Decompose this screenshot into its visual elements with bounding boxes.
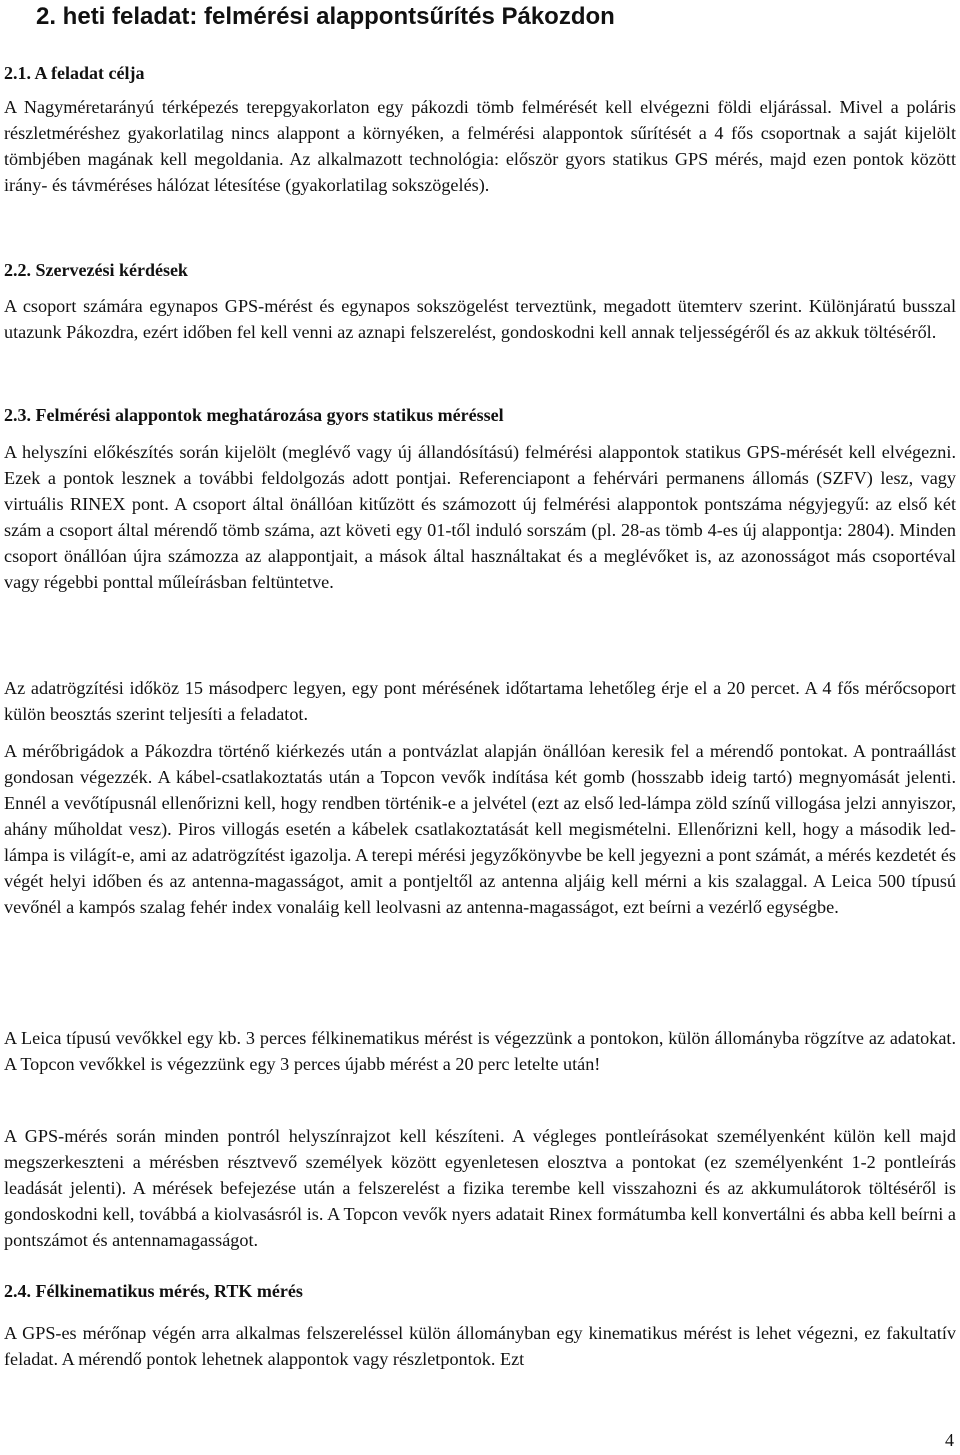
section-2-4-paragraph-1: A GPS-es mérőnap végén arra alkalmas felszereléssel külön állományban egy kinematikus mérést is lehet végezni, ez fakultatív feladat. A mérendő pontok lehetnek alappontok vagy részletpontok. Ezt [4,1323,956,1369]
section-heading-2-4: 2.4. Félkinematikus mérés, RTK mérés [4,1281,303,1301]
section-2-3-paragraph-2: Az adatrögzítési időköz 15 másodperc legyen, egy pont mérésének időtartama lehetőleg érje el a 20 percet. A 4 fős mérőcsoport külön beosztás szerint teljesíti a feladatot. [4,678,956,724]
section-2-3-paragraph-3: A mérőbrigádok a Pákozdra történő kiérkezés után a pontvázlat alapján önállóan keresik fel a mérendő pontokat. A pontraállást gondosan végezzék. A kábel-csatlakoztatás után a Topcon vevők indítása két gomb (hosszabb ideig tartó) megnyomását jelenti. Ennél a vevőtípusnál ellenőrizni kell, hogy rendben történik-e a jelvétel (ezt az első led-lámpa zöld színű villogása jelzi annyiszor, ahány műholdat vesz). Piros villogás esetén a kábelek csatlakoztatását kell megismételni. Ellenőrizni kell, hogy a második led-lámpa is világít-e, ami az adatrögzítést igazolja. A terepi mérési jegyzőkönyvbe be kell jegyezni a pont számát, a mérés kezdetét és végét helyi időben és az antenna-magasságot, amit a pontjeltől az antenna aljáig kell mérni a kis szalaggal. A Leica 500 típusú vevőnél a kampós szalag fehér index vonaláig kell leolvasni az antenna-magasságot, ezt beírni a vezérlő egységbe. [4,741,956,917]
section-2-1-paragraph-1: A Nagyméretarányú térképezés terepgyakorlaton egy pákozdi tömb felmérését kell elvégezni földi eljárással. Mivel a poláris részletméréshez gyakorlatilag nincs alappont a környéken, a felmérési alappontok sűrítését a 4 fős csoportnak a saját kijelölt tömbjében magának kell megoldania. Az alkalmazott technológia: először gyors statikus GPS mérés, majd ezen pontok között irány- és távméréses hálózat létesítése (gyakorlatilag sokszögelés). [4,97,956,195]
section-heading-2-3: 2.3. Felmérési alappontok meghatározása gyors statikus méréssel [4,405,504,425]
page-title: 2. heti feladat: felmérési alappontsűrítés Pákozdon [36,3,615,30]
section-2-2-paragraph-1: A csoport számára egynapos GPS-mérést és egynapos sokszögelést terveztünk, megadott ütemterv szerint. Különjáratú busszal utazunk Pákozdra, ezért időben fel kell venni az aznapi felszerelést, gondoskodni kell annak teljességéről és az akkuk töltéséről. [4,296,956,342]
section-2-3-paragraph-1: A helyszíni előkészítés során kijelölt (meglévő vagy új állandósítású) felmérési alappontok statikus GPS-mérését kell elvégezni. Ezek a pontok lesznek a további feldolgozás adott pontjai. Referenciapont a fehérvári permanens állomás (SZFV) lesz, vagy virtuális RINEX pont. A csoport által önállóan kitűzött és számozott új felmérési alappontok pontszáma négyjegyű: az első két szám a csoport által mérendő tömb száma, azt követi egy 01-től induló sorszám (pl. 28-as tömb 4-es új alappontja: 2804). Minden csoport önállóan újra számozza az alappontjait, a mások által használtakat és a meglévőket is, az azonosságot más csoportéval vagy régebbi ponttal műleírásban feltüntetve. [4,442,956,592]
document-page [4,0,956,1455]
section-2-3-paragraph-5: A GPS-mérés során minden pontról helyszínrajzot kell készíteni. A végleges pontleírásokat személyenként külön kell majd megszerkeszteni a mérésben résztvevő személyek között egyenletesen elosztva a pontokat (ez személyenként 1-2 pontleírás leadását jelenti). A mérések befejezése után a felszerelést a fizika terembe kell visszahozni és az akkumulátorok töltéséről is gondoskodni kell, továbbá a kiolvasásról is. A Topcon vevők nyers adatait Rinex formátumba kell konvertálni és abba kell beírni a pontszámot és antennamagasságot. [4,1126,956,1250]
section-2-3-paragraph-4: A Leica típusú vevőkkel egy kb. 3 perces félkinematikus mérést is végezzünk a pontokon, külön állományba rögzítve az adatokat. A Topcon vevőkkel is végezzünk egy 3 perces újabb mérést a 20 perc letelte után! [4,1028,956,1074]
section-heading-2-1: 2.1. A feladat célja [4,63,145,83]
page-number: 4 [945,1430,954,1450]
section-heading-2-2: 2.2. Szervezési kérdések [4,260,188,280]
